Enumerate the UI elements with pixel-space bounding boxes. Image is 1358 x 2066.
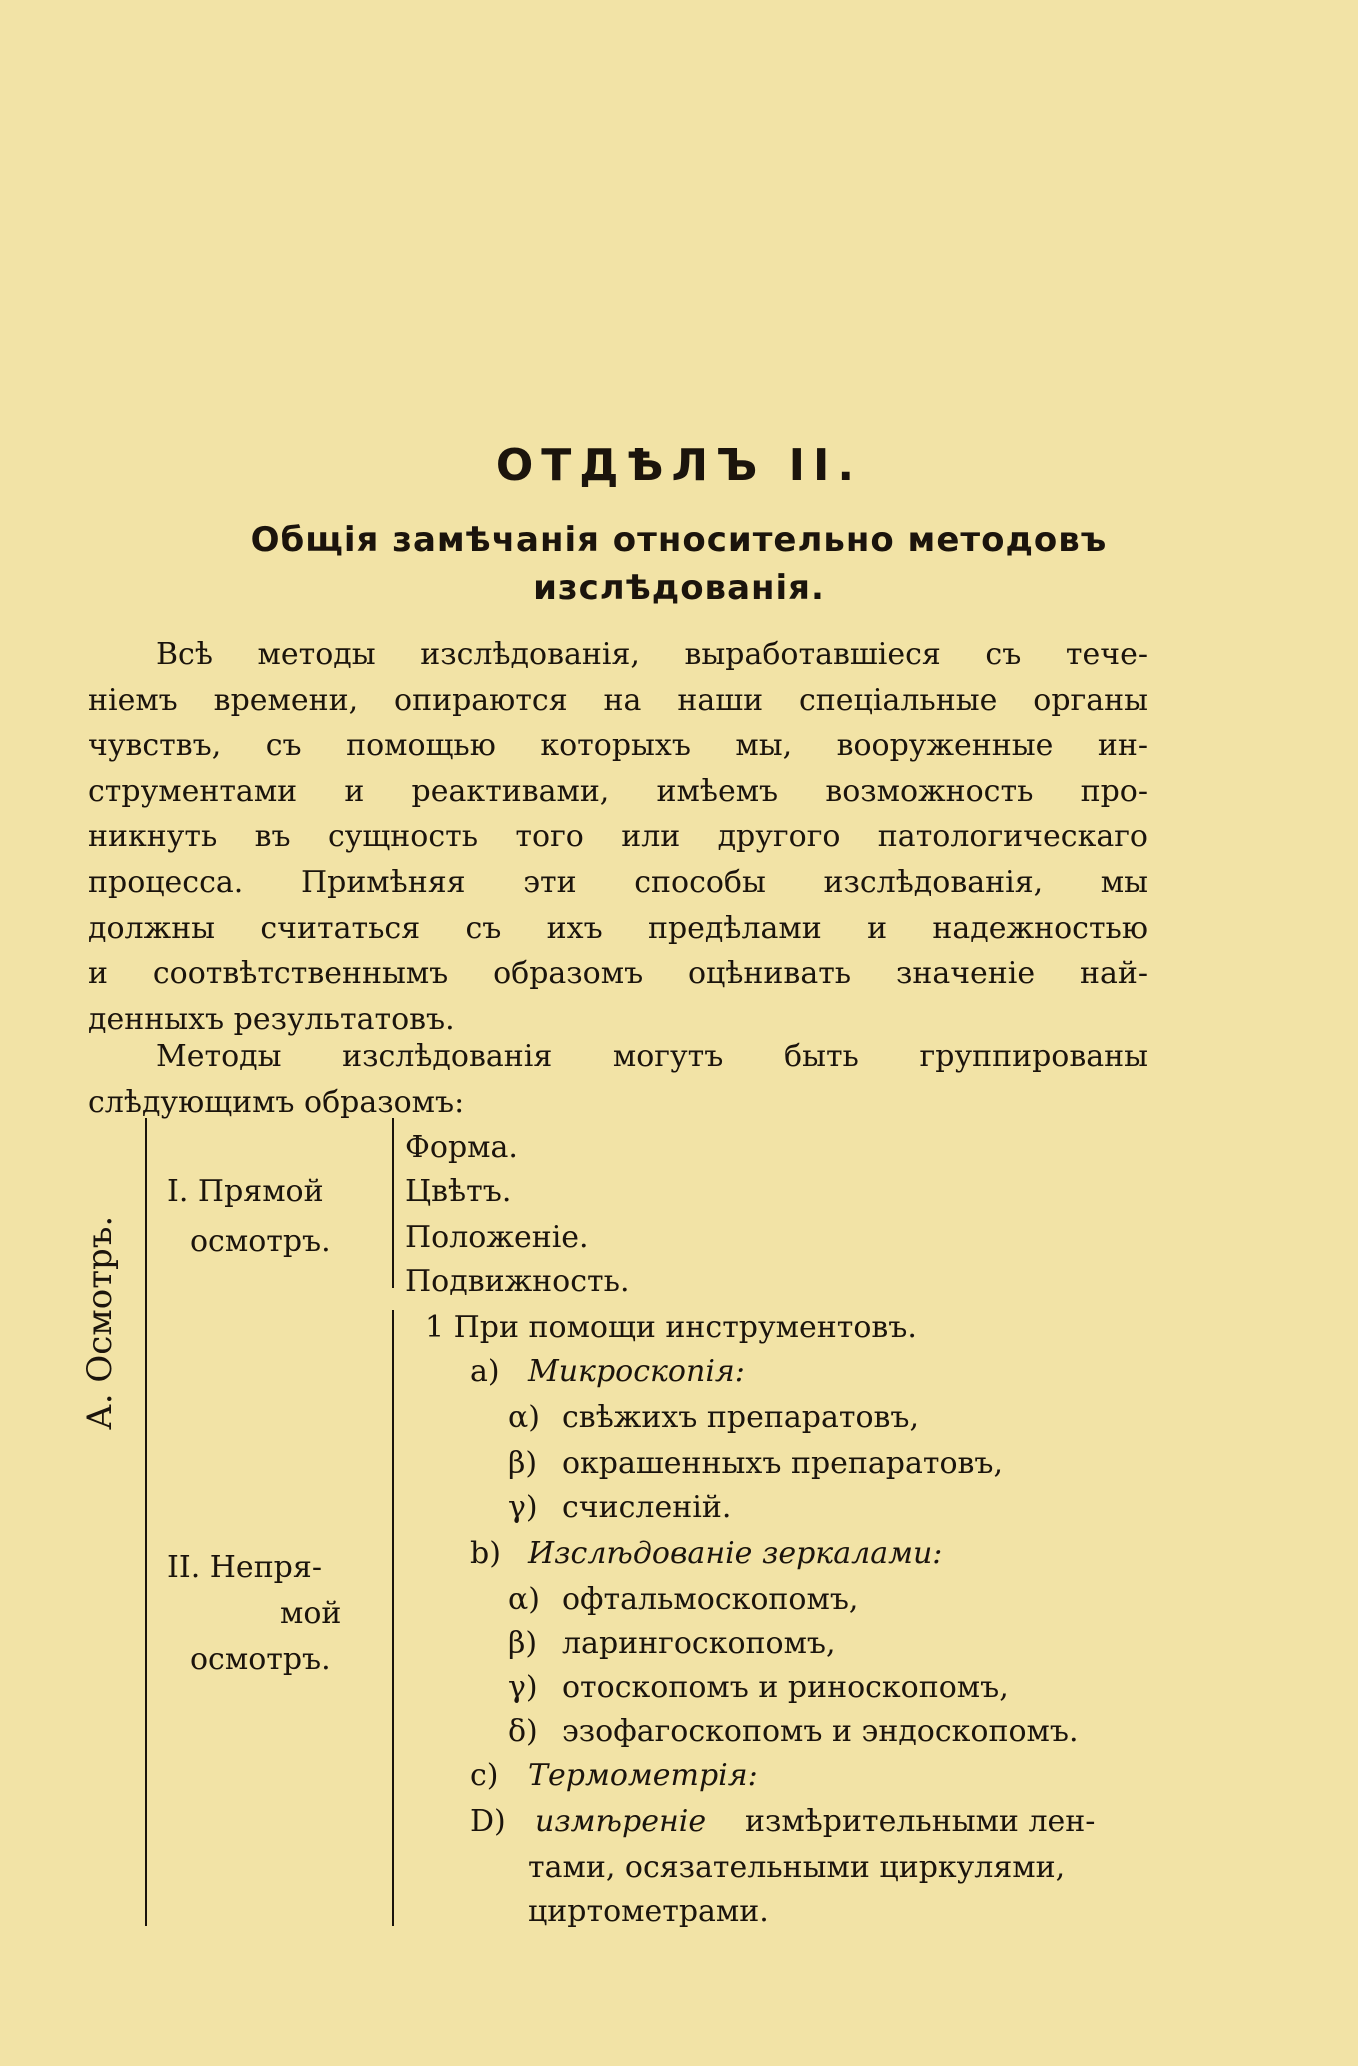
sub-item: окрашенныхъ препаратовъ, (562, 1446, 1004, 1481)
section-title: ОТДѢЛЪ II. (495, 440, 863, 491)
item-d-marker: D) (470, 1804, 506, 1839)
subtitle-line-1: Общія замѣчанія относительно методовъ (250, 520, 1108, 560)
sub-marker: δ) (508, 1714, 538, 1749)
sub-marker: α) (508, 1400, 540, 1435)
text-line: Всѣ методы изслѣдованія, выработавшіеся съ тече- (156, 637, 1148, 672)
sub-item: счисленій. (562, 1490, 732, 1525)
sub-marker: β) (508, 1446, 538, 1481)
item-b-title: Изслѣдованіе зеркалами: (528, 1536, 943, 1571)
subtitle-line-2: изслѣдованія. (533, 568, 825, 608)
sub-marker: γ) (508, 1490, 538, 1525)
group-label-inspection: А. Осмотръ. (80, 1215, 120, 1430)
text-line: денныхъ результатовъ. (88, 1001, 455, 1037)
text-line: Методы изслѣдованія могутъ быть группированы (156, 1039, 1148, 1074)
outer-brace (145, 1118, 147, 1926)
indirect-label-line-3: осмотръ. (190, 1642, 331, 1677)
text-line: должны считаться съ ихъ предѣлами и надежностью (88, 910, 1148, 946)
sub-marker: α) (508, 1582, 540, 1617)
direct-item: Форма. (405, 1130, 518, 1165)
text-line: чувствъ, съ помощью которыхъ мы, вооруженные ин- (88, 728, 1148, 764)
item-d-title: измѣреніе (535, 1804, 707, 1839)
sub-item: офтальмоскопомъ, (562, 1582, 859, 1617)
item-c-marker: c) (470, 1758, 499, 1793)
item-a-title: Микроскопія: (528, 1354, 745, 1389)
item-d-text: циртометрами. (528, 1894, 769, 1929)
paragraph-intro (88, 632, 1148, 1042)
item-b-marker: b) (470, 1536, 501, 1571)
sub-marker: γ) (508, 1670, 538, 1705)
indirect-brace (392, 1310, 394, 1926)
point-instruments: 1 При помощи инструментовъ. (425, 1310, 917, 1345)
direct-label-line-2: осмотръ. (190, 1224, 331, 1259)
sub-item: отоскопомъ и риноскопомъ, (562, 1670, 1009, 1705)
paragraph-grouping (88, 1034, 1148, 1125)
item-a-marker: a) (470, 1354, 500, 1389)
text-line: никнуть въ сущность того или другого патологическаго (88, 819, 1148, 855)
direct-item: Положеніе. (405, 1220, 589, 1255)
item-c-title: Термометрія: (528, 1758, 758, 1793)
item-d-text: тами, осязательными циркулями, (528, 1850, 1066, 1885)
indirect-label-line-1: II. Непря- (167, 1550, 322, 1585)
indirect-label-line-2: мой (280, 1596, 342, 1631)
sub-item: свѣжихъ препаратовъ, (562, 1400, 920, 1435)
direct-item: Подвижность. (405, 1264, 630, 1299)
item-d-text: измѣрительными лен- (745, 1804, 1096, 1839)
text-line: слѣдующимъ образомъ: (88, 1084, 465, 1120)
direct-label-line-1: I. Прямой (167, 1174, 324, 1209)
sub-marker: β) (508, 1626, 538, 1661)
sub-item: эзофагоскопомъ и эндоскопомъ. (562, 1714, 1079, 1749)
sub-item: ларингоскопомъ, (562, 1626, 836, 1661)
text-line: процесса. Примѣняя эти способы изслѣдованія, мы (88, 864, 1148, 900)
direct-brace (392, 1118, 394, 1288)
direct-item: Цвѣтъ. (405, 1174, 512, 1209)
text-line: ніемъ времени, опираются на наши спеціальные органы (88, 682, 1148, 718)
text-line: струментами и реактивами, имѣемъ возможность про- (88, 773, 1148, 809)
text-line: и соотвѣтственнымъ образомъ оцѣнивать значеніе най- (88, 956, 1148, 992)
